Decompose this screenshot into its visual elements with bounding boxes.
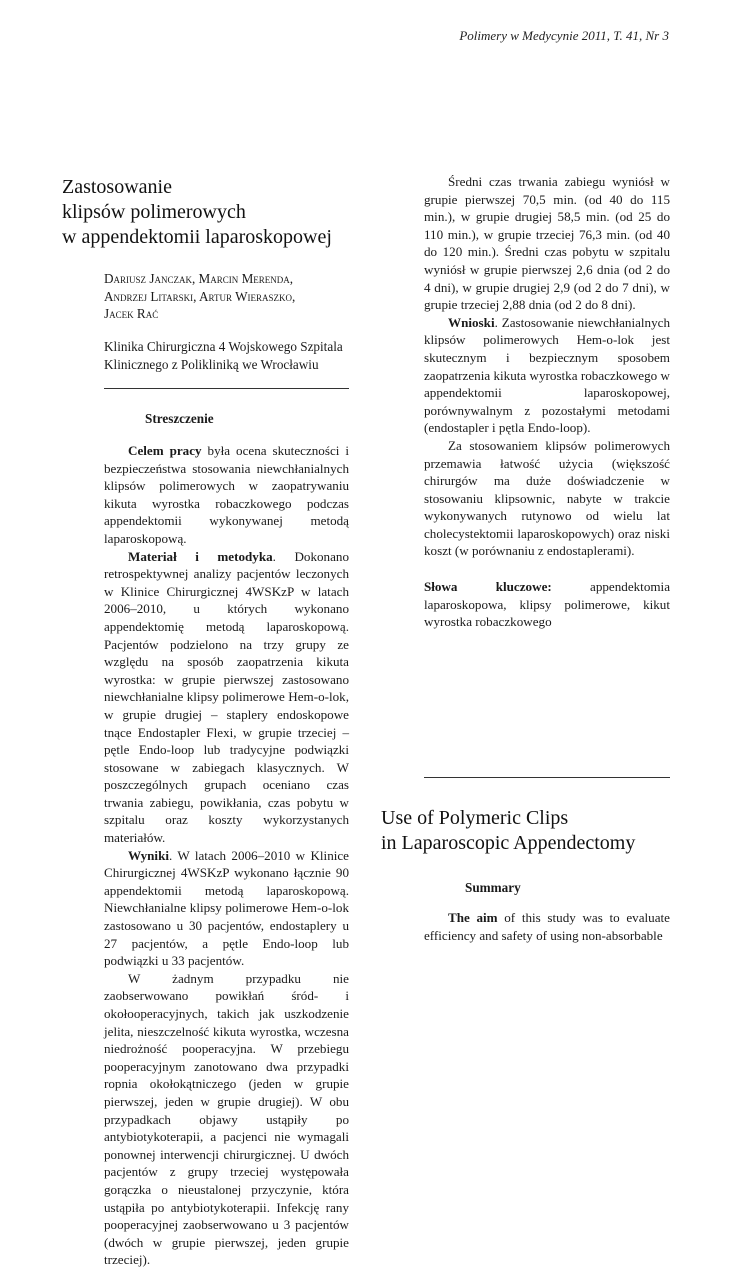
title-line: in Laparoscopic Appendectomy: [381, 832, 636, 854]
label-methods: Materiał i metodyka: [128, 548, 273, 564]
abstract-paragraph-aim: [104, 442, 349, 548]
title-line: Zastosowanie: [62, 176, 172, 198]
summary-paragraph-aim: [424, 909, 670, 944]
label-aim: Celem pracy: [128, 443, 202, 458]
label-conclusions: Wnioski: [448, 314, 495, 330]
abstract-heading-polish: Streszczenie: [145, 411, 214, 426]
text-results: . W latach 2006–2010 w Klinice Chirurgicznej 4WSKzP wykonano łącznie 90 appendektomii metodą laparoskopową. Niewchłanialne klipsy polimerowe Hem-o-lok zastosowano u 30 pacjentów, endostaplery u 27 pacjentów, a pętle Endo-loop lub podwiązki u 33 pacjentów.: [104, 847, 349, 969]
text-methods: . Dokonano retrospektywnej analizy pacjentów leczonych w Klinice Chirurgicznej 4WSKzP w latach 2006–2010, u których wykonano appendektomię metodą laparoskopową. Pacjentów podzielono na trzy grupy ze względu na sposób zaopatrzenia kikuta wyrostka: w grupie pierwszej zastosowano niewchłanialne klipsy polimerowe Hem-o-lok, w grupie drugiej – staplery endoskopowe tnące Endostapler Flexi, w grupie trzeciej – pętle Endo-loop lub tradycyjne podwiązki stosowane w zabiegach klasycznych. W poszczególnych grupach oceniano czas trwania zabiegu, powikłania, czas pobytu w szpitalu oraz koszty wykorzystanych materiałów.: [104, 548, 349, 846]
title-line: Use of Polymeric Clips: [381, 807, 569, 829]
abstract-paragraph-conclusions: [424, 314, 670, 437]
abstract-paragraph-conclusions-2: [424, 437, 670, 560]
abstract-paragraph-methods: [104, 548, 349, 847]
article-title-english: [381, 806, 635, 856]
keywords: [424, 578, 670, 631]
title-line: klipsów polimerowych: [62, 201, 246, 223]
text-conclusions-2: Za stosowaniem klipsów polimerowych przemawia łatwość użycia (większość chirurgów ma duże doświadczenie w stosowaniu klipsownic, nabyte w trakcie wykonywanych rutynowo od wielu lat cholecystektomii laparoskopowych) oraz niski koszt (w porównaniu z endostaplerami).: [424, 437, 670, 559]
text-conclusions: . Zastosowanie niewchłanialnych klipsów polimerowych Hem-o-lok jest skutecznym i bezpiecznym sposobem zaopatrzenia kikuta wyrostka robaczkowego w appendektomii laparoskopowej, porównywalnym z pozostałymi metodami (endostapler i pętla Endo-loop).: [424, 314, 670, 436]
author-line: Dariusz Janczak, Marcin Merenda,: [104, 271, 294, 286]
label-keywords: Słowa kluczowe:: [424, 579, 552, 595]
article-title-polish: [62, 175, 332, 250]
abstract-column-right: [424, 173, 670, 631]
journal-running-header: Polimery w Medycynie 2011, T. 41, Nr 3: [459, 28, 669, 43]
divider-rule: [104, 388, 349, 389]
title-line: w appendektomii laparoskopowej: [62, 226, 332, 248]
abstract-paragraph-results-2: [104, 970, 349, 1269]
abstract-paragraph-results-3: [424, 173, 670, 314]
affiliation: Klinika Chirurgiczna 4 Wojskowego Szpitala Klinicznego z Polikliniką we Wrocławiu: [104, 339, 343, 372]
author-line: Jacek Rać: [104, 306, 159, 322]
label-results: Wyniki: [128, 847, 169, 863]
text-keywords: appendektomia laparoskopowa, klipsy polimerowe, kikut wyrostka robaczkowego: [424, 579, 671, 630]
abstract-paragraph-results: [104, 847, 349, 970]
summary-text: [424, 909, 670, 944]
divider-rule: [424, 777, 670, 778]
abstract-column-left: [104, 442, 349, 1269]
text-results-3: Średni czas trwania zabiegu wyniósł w grupie pierwszej 70,5 min. (od 40 do 115 min.), w grupie drugiej 58,5 min. (od 25 do 110 min.), w grupie trzeciej 76,3 min. (od 40 do 120 min.). Średni czas pobytu w szpitalu wyniósł w grupie pierwszej 2,6 dnia (od 2 do 4 dni), w grupie drugiej 2,9 (od 2 do 7 dni), w grupie trzeciej 2,88 dnia (od 2 do 8 dni).: [424, 174, 670, 313]
text-aim: była ocena skuteczności i bezpieczeństwa stosowania niewchłanialnych klipsów polimerowych w zaopatrywaniu kikuta wyrostka robaczkowego podczas appendektomii wykonywanej metodą laparoskopową.: [104, 443, 349, 546]
abstract-heading-english: Summary: [465, 880, 521, 895]
text-results-2: W żadnym przypadku nie zaobserwowano powikłań śród- i okołooperacyjnych, takich jak uszkodzenie jelita, nieszczelność kikuta wyrostka, wczesna niedrożność pooperacyjna. W przebiegu pooperacyjnym zanotowano dwa przypadki ropnia okołokątniczego (jeden w grupie pierwszej, jeden w grupie drugiej). W obu przypadkach objawy ustąpiły po antybiotykoterapii, a pacjenci nie wymagali ponownej interwencji chirurgicznej. U dwóch pacjentów z grupy trzeciej występowała gorączka o nieustalonej przyczynie, która ustąpiła po antybiotykoterapii. Infekcję rany pooperacyjnej zaobserwowano u 3 pacjentów (dwóch w grupie pierwszej, jeden grupie trzeciej).: [104, 970, 349, 1268]
text-aim-en: of this study was to evaluate efficiency and safety of using non-absorbable: [424, 910, 670, 943]
label-aim-en: The aim: [448, 910, 498, 925]
author-line: Andrzej Litarski, Artur Wieraszko,: [104, 288, 296, 304]
author-list: [104, 270, 354, 323]
